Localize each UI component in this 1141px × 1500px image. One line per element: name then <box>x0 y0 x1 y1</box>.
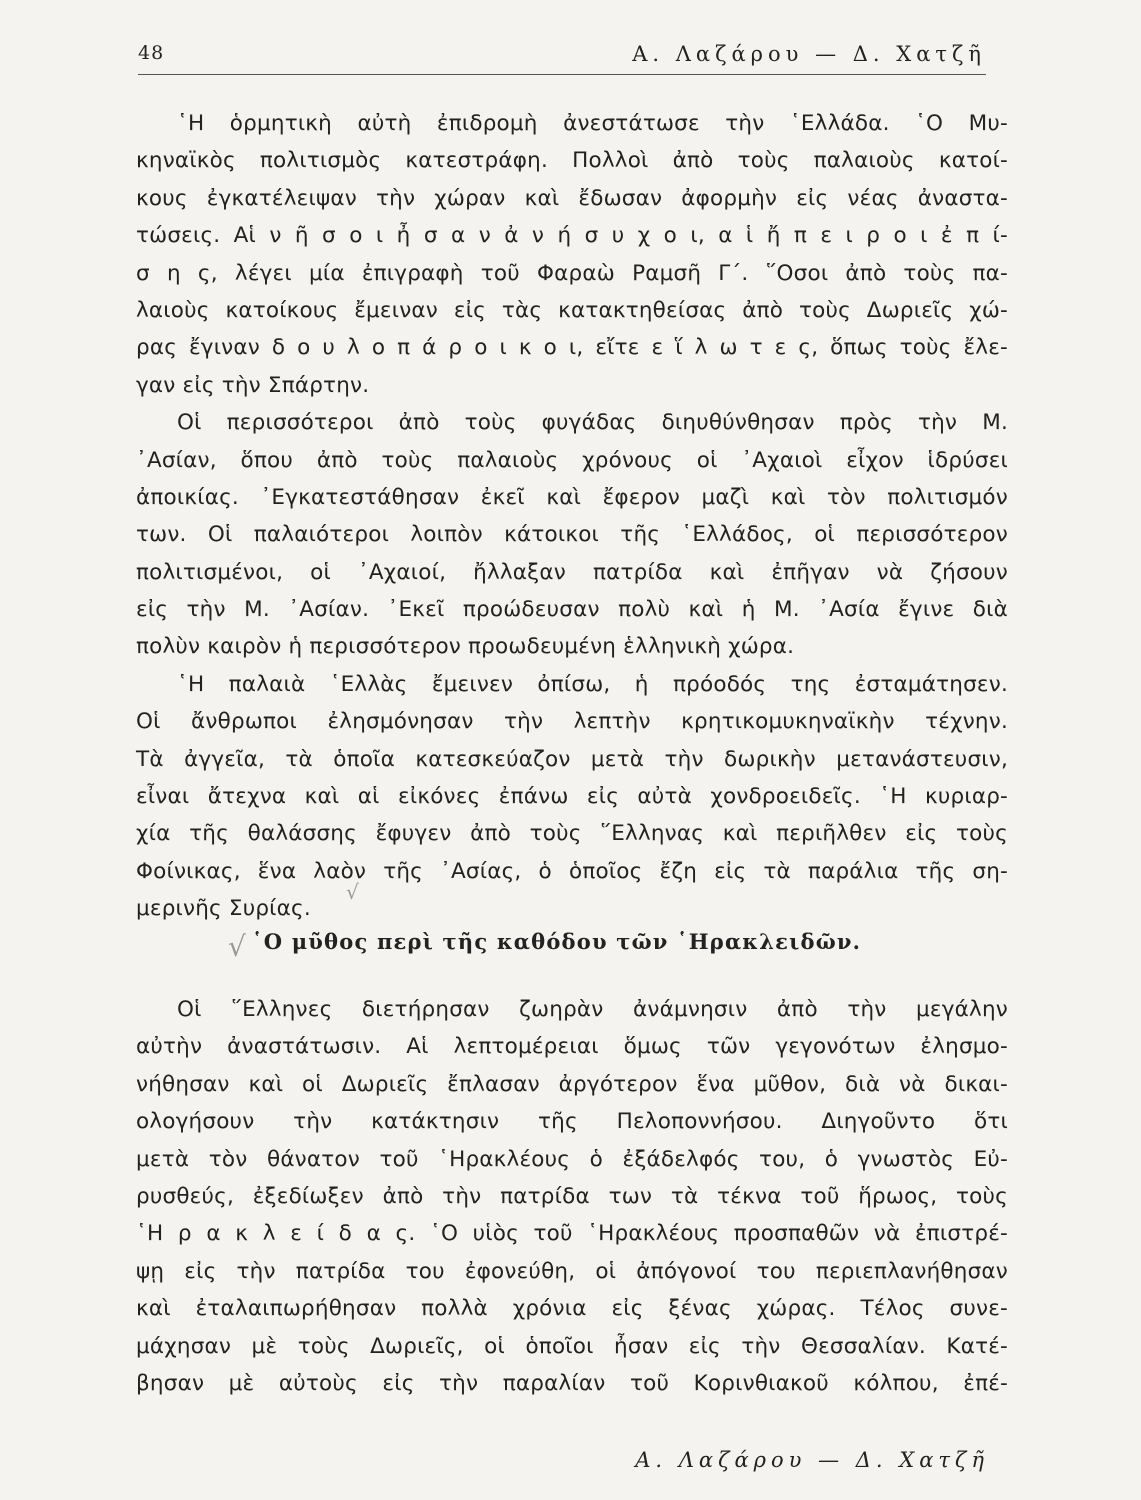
text-line: ἀποικίας. ᾿Εγκατεστάθησαν ἐκεῖ καὶ ἔφερον μαζὶ καὶ τὸν πολιτισμόν <box>136 484 1008 510</box>
text-line: πολὺν καιρὸν ἡ περισσότερον προωδευμένη ἑλληνικὴ χώρα. <box>136 634 795 660</box>
text-line: Τὰ ἀγγεῖα, τὰ ὁποῖα κατεσκεύαζον μετὰ τὴν δωρικὴν μετανάστευσιν, <box>136 746 1008 772</box>
text-line: τώσεις. Αἱ ν ῆ σ ο ι ἦ σ α ν ἀ ν ή σ υ χ ο ι, α ἱ ἤ π ε ι ρ ο ι ἐ π ί- <box>136 223 1008 249</box>
text-line: χία τῆς θαλάσσης ἔφυγεν ἀπὸ τοὺς ῞Ελληνας καὶ περιῆλθεν εἰς τοὺς <box>136 821 1008 847</box>
text-line: νήθησαν καὶ οἱ Δωριεῖς ἔπλασαν ἀργότερον ἕνα μῦθον, διὰ νὰ δικαι- <box>136 1071 1008 1097</box>
text-line: αὐτὴν ἀναστάτωσιν. Αἱ λεπτομέρειαι ὅμως τῶν γεγονότων ἐλησμο- <box>136 1034 1008 1060</box>
text-line: βησαν μὲ αὐτοὺς εἰς τὴν παραλίαν τοῦ Κορινθιακοῦ κόλπου, ἐπέ- <box>136 1370 1008 1396</box>
footer-signature: Α. Λαζάρου — Δ. Χατζῆ <box>635 1448 989 1472</box>
text-line: ῾Η ρ α κ λ ε ί δ α ς. ῾Ο υἱὸς τοῦ ῾Ηρακλέους προσπαθῶν νὰ ἐπιστρέ- <box>136 1221 1008 1247</box>
section-heading: ῾Ο μῦθος περὶ τῆς καθόδου τῶν ῾Ηρακλειδῶν. <box>252 929 862 954</box>
text-line: ψῃ εἰς τὴν πατρίδα του ἐφονεύθη, οἱ ἀπόγονοί του περιεπλανήθησαν <box>136 1258 1008 1284</box>
pencil-mark: √ <box>228 930 246 963</box>
running-head: Α. Λαζάρου — Δ. Χατζῆ <box>632 42 986 66</box>
text-line: μάχησαν μὲ τοὺς Δωριεῖς, οἱ ὁποῖοι ἦσαν εἰς τὴν Θεσσαλίαν. Κατέ- <box>136 1333 1008 1359</box>
text-line: ρυσθεύς, ἐξεδίωξεν ἀπὸ τὴν πατρίδα των τὰ τέκνα τοῦ ἥρωος, τοὺς <box>136 1183 1008 1209</box>
text-line: λαιοὺς κατοίκους ἔμειναν εἰς τὰς κατακτηθείσας ἀπὸ τοὺς Δωριεῖς χώ- <box>136 297 1008 323</box>
text-line: γαν εἰς τὴν Σπάρτην. <box>136 372 370 398</box>
text-line: Οἱ ἄνθρωποι ἐλησμόνησαν τὴν λεπτὴν κρητικομυκηναϊκὴν τέχνην. <box>136 709 1008 735</box>
text-line: εἰς τὴν Μ. ᾿Ασίαν. ᾿Εκεῖ προώδευσαν πολὺ καὶ ἡ Μ. ᾿Ασία ἔγινε διὰ <box>136 597 1008 623</box>
text-line: ῾Η ὁρμητικὴ αὐτὴ ἐπιδρομὴ ἀνεστάτωσε τὴν ῾Ελλάδα. ῾Ο Μυ- <box>177 111 1008 136</box>
body-text-section-1 <box>136 105 1008 928</box>
text-line: μερινῆς Συρίας. <box>136 896 311 922</box>
text-line: των. Οἱ παλαιότεροι λοιπὸν κάτοικοι τῆς ῾Ελλάδος, οἱ περισσότερον <box>136 522 1008 548</box>
text-line: Οἱ περισσότεροι ἀπὸ τοὺς φυγάδας διηυθύνθησαν πρὸς τὴν Μ. <box>177 410 1008 436</box>
text-line: κους ἐγκατέλειψαν τὴν χώραν καὶ ἔδωσαν ἀφορμὴν εἰς νέας ἀναστα- <box>136 185 1008 211</box>
text-line: καὶ ἐταλαιπωρήθησαν πολλὰ χρόνια εἰς ξένας χώρας. Τέλος συνε- <box>136 1296 1008 1322</box>
body-text-section-2 <box>136 991 1008 1402</box>
text-line: σ η ς, λέγει μία ἐπιγραφὴ τοῦ Φαραὼ Ραμσῆ Γ΄. ῞Οσοι ἀπὸ τοὺς πα- <box>136 260 1008 286</box>
text-line: ᾿Ασίαν, ὅπου ἀπὸ τοὺς παλαιοὺς χρόνους οἱ ᾿Αχαιοὶ εἶχον ἱδρύσει <box>136 447 1008 473</box>
text-line: εἶναι ἄτεχνα καὶ αἱ εἰκόνες ἐπάνω εἰς αὐτὰ χονδροειδεῖς. ῾Η κυριαρ- <box>136 784 1008 810</box>
text-line: ολογήσουν τὴν κατάκτησιν τῆς Πελοποννήσου. Διηγοῦντο ὅτι <box>136 1109 1008 1135</box>
pencil-mark: √ <box>346 880 359 904</box>
page-number: 48 <box>138 42 165 64</box>
page-header <box>138 38 986 75</box>
text-line: μετὰ τὸν θάνατον τοῦ ῾Ηρακλέους ὁ ἐξάδελφός του, ὁ γνωστὸς Εὐ- <box>136 1146 1008 1172</box>
text-line: πολιτισμένοι, οἱ ᾿Αχαιοί, ἤλλαξαν πατρίδα καὶ ἐπῆγαν νὰ ζήσουν <box>136 559 1008 585</box>
text-line: ῾Η παλαιὰ ῾Ελλὰς ἔμεινεν ὀπίσω, ἡ πρόοδός της ἐσταμάτησεν. <box>177 671 1008 697</box>
text-line: Οἱ ῞Ελληνες διετήρησαν ζωηρὰν ἀνάμνησιν ἀπὸ τὴν μεγάλην <box>177 997 1008 1022</box>
text-line: κηναϊκὸς πολιτισμὸς κατεστράφη. Πολλοὶ ἀπὸ τοὺς παλαιοὺς κατοί- <box>136 148 1008 174</box>
text-line: ρας ἔγιναν δ ο υ λ ο π ά ρ ο ι κ ο ι, εἴτε ε ἵ λ ω τ ε ς, ὅπως τοὺς ἔλε- <box>136 335 1008 361</box>
text-line: Φοίνικας, ἕνα λαὸν τῆς ᾿Ασίας, ὁ ὁποῖος ἔζη εἰς τὰ παράλια τῆς ση- <box>136 858 1008 884</box>
